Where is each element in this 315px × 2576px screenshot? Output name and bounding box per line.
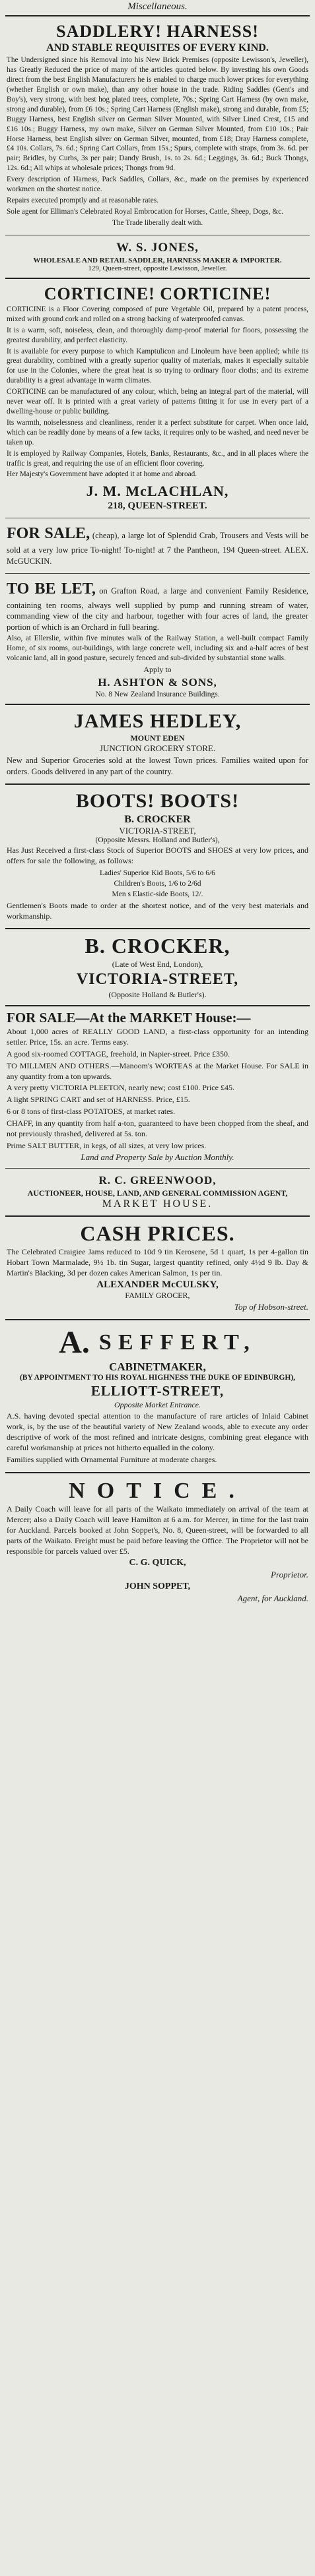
for-sale-trousers-body: (cheap), a large lot of Splendid Crab, Trousers and Vests will be sold at a very low price To-night! To-night! at 7 the Pantheon, 194 Queen-street. ALEX. McGUCKIN. [7,531,309,566]
cash-body: The Celebrated Craigiee Jams reduced to 10d 9 tin Kerosene, 5d 1 quart, 1s per 4-gallon tin Hobart Town Marmalade, 9½ 1b. tin Sugar, largest quantity refined, only 4½d 9 lb. Day & Martin's Blacking, 3d per dozen cakes American Salmon, 1s per tin. [7,1246,308,1277]
divider [5,573,310,574]
boots-item: Children's Boots, 1/6 to 2/6d [114,879,201,888]
for-sale-trousers-ad [5,521,310,570]
greenwood-place: MARKET HOUSE. [102,1198,213,1210]
saddlery-body: The Undersigned since his Removal into his New Brick Premises (opposite Lewisson's, Jeweller), has Greatly Reduced the price of many of the articles quoted below. By investing his own Goods direct from the best English Manufacturers he is enabled to charge much lower prices for everything (whether English or own make), than any other house in the trade. Riding Saddles (Gent's and Boy's), very strong, with best hog plated trees, complete, 70s.; Spring Cart Harness (by own make, strong and durable), from £6 10s.; Spring Cart Harness (English make), strong and durable, from £5; Buggy Harness, best English silver on German Silver Mounted, with Silver Lined Crest, £15 and £16 10s.; Buggy Harness, my own make, Silver on German Silver Mounted, from £10 10s.; Pair Horse Harness, best English silver on German Silver, mounted, from £18; Dray Harness complete, £4 10s. Collars, 7s. 6d.; Spring Cart Collars, from 15s.; Spurs, complete with straps, from 3s. 6d. per pair; Bridles, by Curbs, 3s per pair; Dandy Brush, 1s. to 2s. 6d.; Leggings, 3s. 6d.; Buck Thongs, 12s. 6d.; All whips at wholesale prices; Thongs from 9d. [7,56,308,173]
soppet-role: Agent, for Auckland. [237,1593,308,1604]
corticine-body2: It is a warm, soft, noiseless, clean, and thoroughly damp-proof material for floors, possessing the greatest durability, and perfect elasticity. [7,326,308,344]
hedley-headline: JAMES HEDLEY, [73,710,242,732]
market-body8: Prime SALT BUTTER, in kegs, of all sizes, at very low prices. [7,1140,207,1150]
quick-role: Proprietor. [271,1570,308,1580]
boots-item: Ladies' Superior Kid Boots, 5/6 to 6/6 [100,869,215,877]
quick-name: C. G. QUICK, [129,1558,186,1568]
seffert-header [7,1324,308,1361]
for-sale-trousers-text [7,524,308,567]
corticine-body3: It is available for every purpose to which Kamptulicon and Linoleum have been applied; while its great durability, combined with a greatly superior quality of materials, makes it especially suitable for use in the Colonies, where the great heat is so trying to ordinary floor cloths; and its extreme durability is a great advantage in warm climates. [7,347,308,385]
divider [5,1215,310,1217]
boots-opposite: (Opposite Messrs. Holland and Butler's), [95,836,220,844]
notice-body: A Daily Coach will leave for all parts of the Waikato immediately on arrival of the team at Mercer; also a Daily Coach will leave Hamilton at 6 a.m. for Mercer, in time for the last train for Auckland. Parcels booked at John Soppet's, No. 8, Queen-street, will be forwarded to all parts of the Waikato. Freight must be paid before leaving the Office. The Proprietor will not be responsible for parcels valued over £5. [7,1504,308,1556]
market-body5: A light SPRING CART and set of HARNESS. Price, £15. [7,1095,190,1105]
market-body4: A very pretty VICTORIA PLEETON, nearly new; cost £100. Price £45. [7,1083,234,1093]
newspaper-column [5,0,310,1608]
seffert-title: CABINETMAKER, [109,1361,206,1374]
market-body7: CHAFF, in any quantity from half a-ton, guaranteed to have been chopped from the sheaf, and not previously thrashed, delivered at 5s. ton. [7,1118,308,1138]
market-body2: A good six-roomed COTTAGE, freehold, in Napier-street. Price £350. [7,1049,230,1058]
crocker-headline: B. CROCKER, [85,934,230,958]
seffert-street: ELLIOTT-STREET, [90,1383,225,1399]
divider [5,928,310,929]
ashton-address: No. 8 New Zealand Insurance Buildings. [95,690,220,698]
section-title: Miscellaneous. [127,1,188,12]
to-let-apply: Apply to [143,665,172,674]
hedley-body: New and Superior Groceries sold at the lowest Town prices. Families waited upon for orders. Goods delivered in any part of the country. [7,756,308,776]
corticine-ad [5,282,310,516]
jones-address: 129, Queen-street, opposite Lewisson, Jeweller. [88,264,227,272]
crocker-sub: (Late of West End, London), [112,960,203,969]
divider [5,1005,310,1006]
saddlery-ad [5,19,310,232]
corticine-body6: It is employed by Railway Companies, Hotels, Banks, Restaurants, &c., and in all places where the traffic is great, and requiring the use of an efficient floor covering. [7,449,308,468]
seffert-opposite: Opposite Market Entrance. [114,1400,201,1410]
mcculsky-name: ALEXANDER McCULSKY, [96,1279,219,1291]
mclachlan-address: 218, QUEEN-STREET. [108,501,207,512]
mcculsky-role: FAMILY GROCER, [125,1291,190,1301]
seffert-body2: Families supplied with Ornamental Furniture at moderate charges. [7,1454,217,1464]
mclachlan-name: J. M. McLACHLAN, [86,483,229,500]
boots-ad [5,787,310,925]
boots-address: VICTORIA-STREET, [119,825,196,836]
saddlery-body5: The Trade liberally dealt with. [112,218,203,227]
cash-prices-ad [5,1219,310,1316]
notice-ad [5,1476,310,1609]
market-body: About 1,000 acres of REALLY GOOD LAND, a first-class opportunity for an intending settler. Price, 15s. an acre. Terms easy. [7,1027,308,1047]
greenwood-name: R. C. GREENWOOD, [98,1174,217,1187]
divider [5,278,310,279]
boots-item: Men s Elastic-side Boots, 12/. [112,890,203,898]
for-sale-lead: FOR SALE, [7,525,90,543]
jones-name: W. S. JONES, [116,240,199,255]
boots-items [7,868,308,900]
crocker-opposite: (Opposite Holland & Butler's). [108,990,207,1000]
boots-body: Has Just Received a first-class Stock of Superior BOOTS and SHOES at very low prices, and offers for sale the following, as follows: [7,845,308,865]
divider [5,704,310,705]
market-body6: 6 or 8 tons of first-class POTATOES, at market rates. [7,1107,176,1117]
corticine-body4: CORTICINE can be manufactured of any colour, which, being an integral part of the material, will never wear off. It is printed with a great variety of patterns fitting it for use in every part of a dwelling-house or public building. [7,388,308,415]
market-headline: FOR SALE—At the MARKET House:— [7,1010,251,1026]
soppet-name: JOHN SOPPET, [124,1581,191,1592]
divider [5,1472,310,1473]
hedley-sub2: JUNCTION GROCERY STORE. [99,743,216,754]
mcculsky-address: Top of Hobson-street. [234,1302,308,1312]
boots-body2: Gentlemen's Boots made to order at the shortest notice, and of the very best materials and workmanship. [7,900,308,921]
to-let-lead: TO BE LET, [7,580,96,598]
seffert-ad [5,1323,310,1469]
seffert-name: SEFFERT, [98,1330,256,1355]
corticine-headline: CORTICINE! CORTICINE! [44,284,271,303]
greenwood-ad [5,1171,310,1213]
crocker-street: VICTORIA-STREET, [76,971,239,989]
boots-headline: BOOTS! BOOTS! [75,790,240,813]
corticine-body: CORTICINE is a Floor Covering composed of pure Vegetable Oil, prepared by a patent process, mixed with ground cork and rolled on a strong backing of waterproofed canvas. [7,305,308,323]
ashton-name: H. ASHTON & SONS, [98,676,217,689]
notice-headline: NOTICE. [69,1478,246,1503]
saddlery-sub: AND STABLE REQUISITES OF EVERY KIND. [46,42,269,54]
crocker-ad [5,932,310,1002]
divider [5,15,310,16]
seffert-initial: A. [59,1325,90,1361]
cash-headline: CASH PRICES. [80,1221,235,1246]
hedley-ad [5,708,310,782]
boots-name: B. CROCKER [124,813,191,825]
jones-ad [5,238,310,275]
divider [5,1168,310,1169]
hedley-sub: MOUNT EDEN [130,733,185,743]
seffert-by: (BY APPOINTMENT TO HIS ROYAL HIGHNESS THE DUKE OF EDINBURGH), [19,1374,296,1382]
divider [5,783,310,785]
to-let-text [7,579,308,632]
jones-line: WHOLESALE AND RETAIL SADDLER, HARNESS MAKER & IMPORTER. [33,256,282,264]
to-let-body: on Grafton Road, a large and convenient Family Residence, containing ten rooms, always well supplied by pump and running stream of water, commanding view of the city and harbour, together with four acres of land, the greater portion of which is an Orchard in full bearing. [7,586,308,632]
greenwood-line: AUCTIONEER, HOUSE, LAND, AND GENERAL COMMISSION AGENT, [27,1188,288,1198]
saddlery-body3: Repairs executed promptly and at reasonable rates. [7,196,158,204]
corticine-body7: Her Majesty's Government have adopted it at home and abroad. [7,470,197,479]
to-let-body2: Also, at Ellerslie, within five minutes walk of the Railway Station, a well-built compact Family Home, of six rooms, out-buildings, with large concrete well, including six and a-half acres of best volcanic land, all in good pasture, securely fenced and sub-divided by substantial stone walls. [7,634,308,663]
market-body3: TO MILLMEN AND OTHERS.—Manoom's WORTEAS at the Market House. For SALE in any quantity from a ton upwards. [7,1060,308,1081]
market-house-ad [5,1009,310,1165]
saddlery-body4: Sole agent for Elliman's Celebrated Royal Embrocation for Horses, Cattle, Sheep, Dogs, &c. [7,207,283,216]
to-let-ad [5,576,310,701]
corticine-body5: Its warmth, noiselessness and cleanliness, render it a perfect substitute for carpet. When once laid, which can be readily done by means of a few tacks, it requires only to be washed, and need never be taken up. [7,418,308,446]
saddlery-body2: Every description of Harness, Pack Saddles, Collars, &c., made on the premises by experienced workmen on the shortest notice. [7,175,308,194]
saddlery-headline: SADDLERY! HARNESS! [56,22,259,41]
seffert-body: A.S. having devoted special attention to the manufacture of rare articles of Inlaid Cabinet work, is, by the use of the beautiful variety of New Zealand woods, able to execute any order descriptive of work of the most refined and intricate designs, combining great elegance with careful workmanship at prices not hitherto equalled in the colony. [7,1411,308,1452]
divider [5,1319,310,1320]
market-footer: Land and Property Sale by Auction Monthly. [81,1152,234,1163]
